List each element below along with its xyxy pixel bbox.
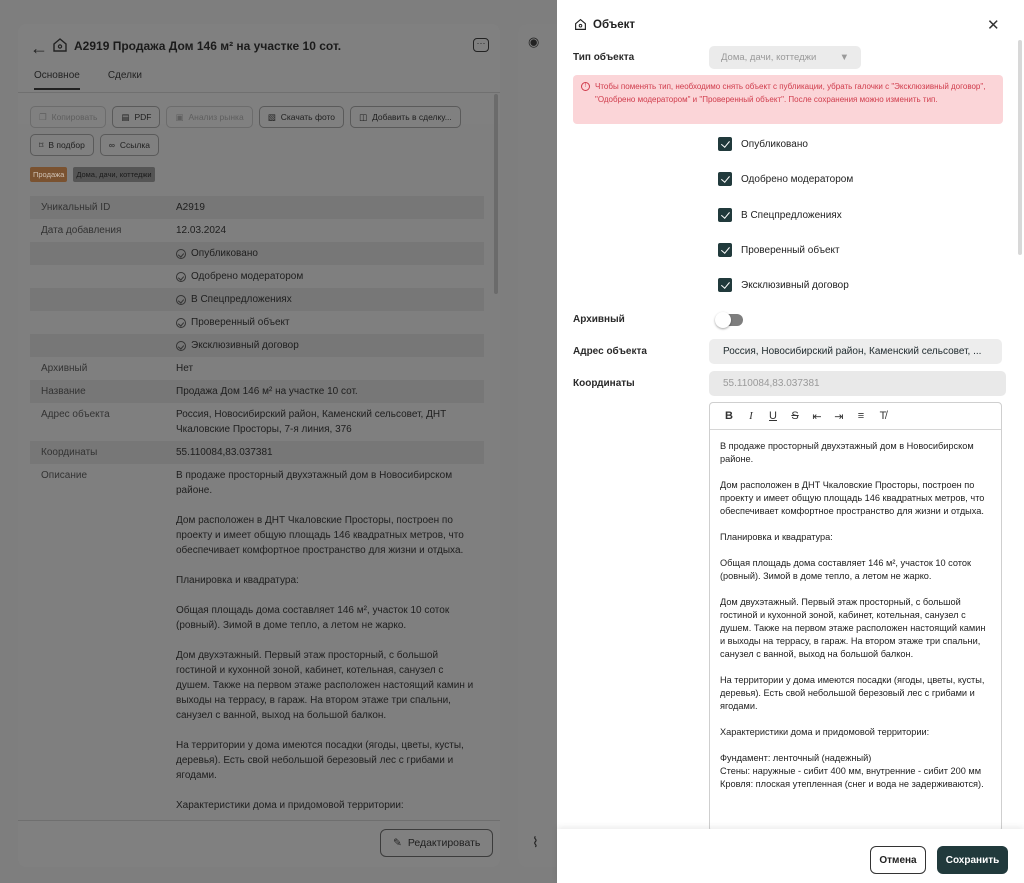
action-buttons-row-1: [30, 106, 461, 128]
pencil-icon: ✎: [393, 837, 402, 849]
info-icon: !: [581, 82, 590, 91]
checkbox-exclusive[interactable]: [718, 278, 849, 292]
row-label: Координаты: [41, 447, 98, 458]
copy-label: Копировать: [51, 112, 98, 122]
coords-field[interactable]: 55.110084,83.037381: [709, 371, 1006, 396]
home-icon: [52, 37, 68, 53]
check-circle-icon: [176, 295, 186, 305]
deal-type-badge: Продажа: [30, 167, 67, 182]
coords-label: Координаты: [573, 378, 635, 389]
checkbox-label: Эксклюзивный договор: [741, 279, 849, 291]
row-label: Архивный: [41, 363, 88, 374]
type-select[interactable]: [709, 46, 861, 69]
paperclip-icon[interactable]: ⌇: [532, 834, 539, 850]
check-circle-icon: [176, 318, 186, 328]
bold-button[interactable]: B: [725, 410, 733, 422]
toggle-knob: [715, 312, 731, 328]
eye-icon[interactable]: ◉: [528, 34, 540, 49]
copy-icon: ❐: [39, 111, 47, 122]
cancel-button[interactable]: Отмена: [870, 846, 926, 874]
underline-button[interactable]: U: [769, 410, 777, 422]
back-arrow-icon[interactable]: ←: [30, 38, 48, 58]
row-label: Адрес объекта: [41, 409, 110, 420]
checkbox-checked-icon[interactable]: [718, 243, 732, 257]
row-value: Продажа Дом 146 м² на участке 10 сот.: [176, 386, 358, 397]
add-to-selection-label: В подбор: [48, 140, 85, 150]
check-circle-icon: [176, 272, 186, 282]
details-table: [30, 196, 484, 817]
table-row: [30, 311, 484, 334]
scrollbar[interactable]: [494, 94, 498, 294]
chart-icon: ▣: [175, 111, 184, 122]
type-select-value: Дома, дачи, коттеджи: [721, 52, 817, 63]
description-value: В продаже просторный двухэтажный дом в Новосибирском районе. Дом расположен в ДНТ Чкаловские Просторы, построен по проекту и имеет общую площадь 146 квадратных метров, что обеспечивает комфортное пространство для жизни и отдыха. Планировка и квадратура: Общая площадь дома составляет 146 м², участок 10 соток (ровный). Зимой в доме тепло, а летом не жарко. Дом двухэтажный. Первый этаж просторный, с большой гостиной и кухонной зоной, кабинет, котельная, санузел с душем. Также на первом этаже расположен настоящий камин и выходы на террасу, в гараж. На втором этаже три спальни, санузел с ванной, выход на большой балкон. На территории у дома имеются посадки (ягоды, цветы, кусты, деревья). Есть свой небольшой березовый лес с грибами и ягодами. Характеристики дома и придомовой территории:: [176, 470, 474, 811]
check-circle-icon: [176, 249, 186, 259]
home-icon: [574, 18, 587, 31]
pdf-label: PDF: [134, 112, 152, 122]
edit-button[interactable]: [380, 829, 493, 857]
check-circle-icon: [176, 341, 186, 351]
bag-icon: ◫: [359, 111, 368, 122]
strike-button[interactable]: S: [791, 410, 799, 422]
save-button[interactable]: Сохранить: [937, 846, 1008, 874]
row-label: Уникальный ID: [41, 202, 111, 213]
checkbox-published[interactable]: [718, 137, 808, 151]
italic-button[interactable]: I: [749, 410, 753, 422]
caret-down-icon: ▼: [839, 52, 849, 63]
checkbox-approved[interactable]: [718, 172, 853, 186]
editor-toolbar: [710, 403, 1001, 430]
add-to-deal-button[interactable]: [350, 106, 461, 128]
drawer-footer: [557, 829, 1024, 883]
page-title: А2919 Продажа Дом 146 м² на участке 10 сот.: [74, 39, 342, 53]
badges: [30, 167, 155, 182]
scrollbar[interactable]: [1018, 40, 1022, 255]
copy-button[interactable]: [30, 106, 106, 128]
image-icon: ▧: [267, 111, 276, 122]
table-row: [30, 380, 484, 403]
add-to-selection-button[interactable]: [30, 134, 94, 156]
download-photo-button[interactable]: [259, 106, 344, 128]
checkbox-label: Одобрено модератором: [741, 173, 854, 185]
archive-label: Архивный: [573, 314, 625, 325]
checkbox-special-offers[interactable]: [718, 208, 842, 222]
file-icon: ▤: [121, 111, 130, 122]
table-row: [30, 357, 484, 380]
close-icon[interactable]: ✕: [987, 17, 1000, 34]
drawer-title: Объект: [593, 18, 636, 31]
add-to-deal-label: Добавить в сделку...: [372, 112, 452, 122]
editor-content[interactable]: В продаже просторный двухэтажный дом в Новосибирском районе. Дом расположен в ДНТ Чкаловские Просторы, построен по проекту и имеет общую площадь 146 квадратных метров, что обеспечивает комфортное пространство для жизни и отдыха. Планировка и квадратура: Общая площадь дома составляет 146 м², участок 10 соток (ровный). Зимой в доме тепло, а летом не жарко. Дом двухэтажный. Первый этаж просторный, с большой гостиной и кухонной зоной, кабинет, котельная, санузел с душем. Также на первом этаже расположен настоящий камин и выходы на террасу, в гараж. На втором этаже три спальни, санузел с ванной, выход на большой балкон. На территории у дома имеются посадки (ягоды, цветы, кусты, деревья). Есть свой небольшой березовый лес с грибами и ягодами. Характеристики дома и придомовой территории: Фундамент: ленточный (надежный) Стены: наружные - сибит 400 мм, внутренние - сибит 200 мм Кровля: плоская утепленная (снег и вода не задерживаются).: [720, 441, 986, 789]
object-drawer: [557, 0, 1024, 883]
tabs-divider: [18, 92, 500, 93]
flag-label: Одобрено модератором: [191, 271, 304, 282]
tab-deals[interactable]: Сделки: [107, 70, 142, 81]
row-value: 55.110084,83.037381: [176, 447, 273, 458]
checkbox-checked-icon[interactable]: [718, 278, 732, 292]
link-label: Ссылка: [119, 140, 150, 150]
table-row: [30, 288, 484, 311]
row-label: Дата добавления: [41, 225, 122, 236]
table-row: [30, 219, 484, 242]
row-value: 12.03.2024: [176, 225, 227, 236]
description-editor[interactable]: [709, 402, 1002, 832]
checkbox-verified[interactable]: [718, 243, 840, 257]
tabs: [34, 70, 142, 90]
edit-label: Редактировать: [407, 837, 481, 849]
address-field[interactable]: Россия, Новосибирский район, Каменский сельсовет, ...: [709, 339, 1002, 364]
checkbox-checked-icon[interactable]: [718, 208, 732, 222]
action-buttons-row-2: [30, 134, 159, 156]
flag-label: Проверенный объект: [191, 317, 290, 328]
checkbox-label: Опубликовано: [741, 138, 808, 150]
archive-toggle[interactable]: [717, 314, 743, 326]
alert-text: Чтобы поменять тип, необходимо снять объект с публикации, убрать галочки с "Эксклюзивный договор", "Одобрено модератором" и "Проверенный объект". После сохранения можно изменить тип.: [595, 82, 986, 104]
clear-format-icon[interactable]: T̸: [879, 410, 887, 422]
checkbox-checked-icon[interactable]: [718, 172, 732, 186]
flag-label: Эксклюзивный договор: [191, 340, 299, 351]
row-label: Описание: [41, 470, 88, 481]
tab-main[interactable]: Основное: [34, 70, 80, 90]
pdf-button[interactable]: [112, 106, 160, 128]
link-button[interactable]: [100, 134, 159, 156]
table-row: [30, 242, 484, 265]
row-value: Нет: [176, 363, 194, 374]
table-row: [30, 441, 484, 464]
object-card: [18, 24, 500, 867]
download-photo-label: Скачать фото: [280, 112, 336, 122]
outdent-icon[interactable]: ⇤: [812, 410, 822, 423]
checkbox-checked-icon[interactable]: [718, 137, 732, 151]
row-label: Название: [41, 386, 86, 397]
checkbox-label: В Спецпредложениях: [741, 209, 842, 221]
checkbox-label: Проверенный объект: [741, 244, 840, 256]
flag-label: Опубликовано: [191, 248, 258, 259]
market-analysis-label: Анализ рынка: [188, 112, 244, 122]
bookmark-icon: ⌑: [39, 139, 44, 150]
market-analysis-button[interactable]: [166, 106, 252, 128]
type-change-alert: [573, 75, 1003, 124]
table-row: [30, 403, 484, 441]
table-row: [30, 196, 484, 219]
table-row: [30, 464, 484, 817]
flag-label: В Спецпредложениях: [191, 294, 292, 305]
row-value: Россия, Новосибирский район, Каменский сельсовет, ДНТ Чкаловские Просторы, 7-я линия, 376: [176, 409, 447, 435]
link-icon: ∞: [108, 140, 115, 150]
type-label: Тип объекта: [573, 52, 635, 63]
align-icon[interactable]: ≡: [857, 410, 865, 422]
side-panel: [518, 24, 558, 867]
row-value: А2919: [176, 202, 205, 213]
address-label: Адрес объекта: [573, 346, 647, 357]
table-row: [30, 334, 484, 357]
drawer-header: [574, 18, 635, 31]
object-type-badge: Дома, дачи, коттеджи: [73, 167, 154, 182]
indent-icon[interactable]: ⇥: [834, 410, 844, 423]
more-menu-icon[interactable]: ···: [473, 38, 489, 52]
table-row: [30, 265, 484, 288]
